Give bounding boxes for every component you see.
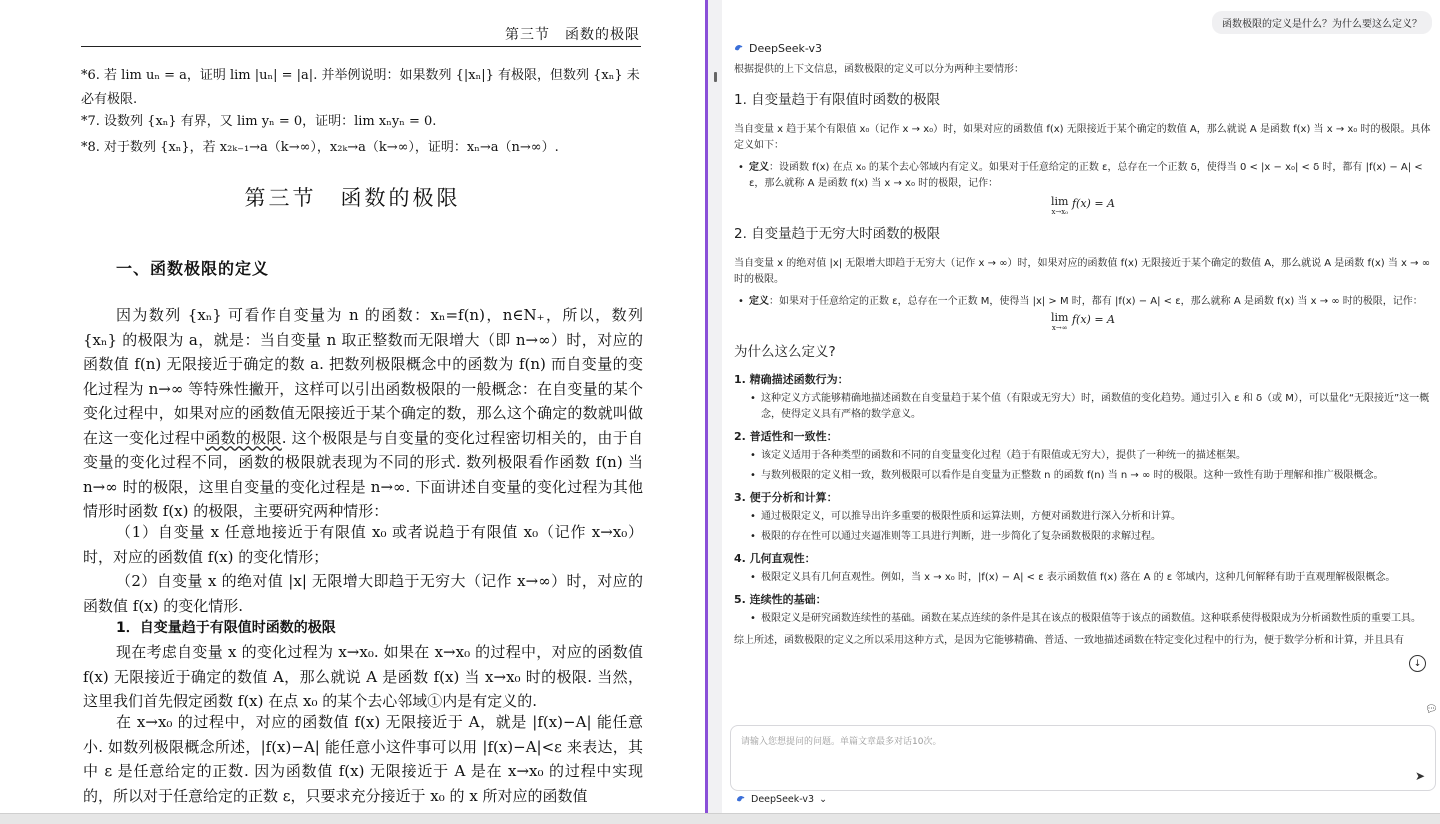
document-viewer[interactable] (0, 0, 705, 813)
reason-title: 1. 精确描述函数行为： (734, 373, 849, 386)
send-button[interactable]: ➤ (1414, 769, 1425, 783)
formula-2 (734, 312, 1432, 332)
formula-subscript: x→x₀ (1051, 208, 1069, 216)
chat-panel (722, 0, 1440, 813)
answer-heading-2: 2. 自变量趋于无穷大时函数的极限 (734, 226, 941, 242)
answer-conclusion: 综上所述，函数极限的定义之所以采用这种方式，是因为它能够精确、普适、一致地描述函数在特定变化过程中的行为，便于数学分析和计算，并且具有 (734, 635, 1404, 646)
reason-point: • 极限定义具有几何直观性。例如，当 x → x₀ 时，|f(x) − A| < ε 表示函数值 f(x) 落在 A 的 ε 邻域内，这种几何解释有助于直观理解极限概念。 (746, 570, 1432, 586)
definition-label: 定义 (749, 162, 769, 173)
reason-point: • 极限的存在性可以通过夹逼准则等工具进行判断，进一步简化了复杂函数极限的求解过程。 (746, 529, 1432, 545)
deepseek-logo-icon (736, 795, 746, 805)
formula-lim: lim (1051, 195, 1069, 208)
question-input[interactable] (739, 732, 1403, 776)
exercise-label: *8. (81, 140, 100, 155)
exercise-8 (81, 136, 641, 160)
comment-icon[interactable]: 💬︎ (1425, 704, 1438, 715)
reason-list (734, 372, 1432, 627)
scrollbar-track[interactable] (708, 0, 722, 813)
case-1: （1）自变量 x 任意地接近于有限值 x₀ 或者说趋于有限值 x₀（记作 x→x₀）时，对应的函数值 f(x) 的变化情形； (83, 523, 643, 566)
scroll-to-bottom-button[interactable] (1409, 655, 1426, 672)
paragraph-text-tail: . 这个极限是与自变量的变化过程密切相关的，由于自变量的变化过程不同，函数的极限就表现为不同的形式. 数列极限看作函数 f(n) 当 n→∞ 时的极限，这里自变量的变化过程是 n→∞. 下面讲述自变量的变化过程为其他情形时函数 f(x) 的极限，主要研究两种情形： (83, 428, 643, 520)
definition-text: ：如果对于任意给定的正数 ε，总存在一个正数 M，使得当 |x| > M 时，都有 |f(x) − A| < ε，那么就称 A 是函数 f(x) 当 x → ∞ 时的极限，记作： (769, 296, 1423, 307)
exercise-text: 设数列 {xₙ} 有界，又 lim yₙ = 0，证明：lim xₙyₙ = 0. (104, 114, 437, 129)
model-header (734, 42, 822, 55)
paragraph-text: 因为数列 {xₙ} 可看作自变量为 n 的函数：xₙ=f(n)，n∈N₊，所以，数列 {xₙ} 的极限为 a，就是：当自变量 n 取正整数而无限增大（即 n→∞）时，对应的函数值 f(n) 无限接近于确定的数 a. 把数列极限概念中的函数为 f(n) 而自变量的变化过程为 n→∞ 等特殊性撇开，这样可以引出函数极限的一般概念：在自变量的某个变化过程中，如果对应的函数值无限接近于某个确定的数，那么这个确定的数就叫做在这一变化过程中 (83, 306, 643, 447)
reason-point: • 该定义适用于各种类型的函数和不同的自变量变化过程（趋于有限值或无穷大），提供了一种统一的描述框架。 (746, 448, 1432, 464)
paragraph-finite-limit: 现在考虑自变量 x 的变化过程为 x→x₀. 如果在 x→x₀ 的过程中，对应的函数值 f(x) 无限接近于确定的数值 A，那么就说 A 是函数 f(x) 当 x→x₀ 时的极限. 当然，这里我们首先假定函数 f(x) 在点 x₀ 的某个去心邻域①内是有定义的. (83, 643, 643, 710)
assistant-message (734, 62, 1432, 649)
paragraph-epsilon: 在 x→x₀ 的过程中，对应的函数值 f(x) 无限接近于 A，就是 |f(x)−A| 能任意小. 如数列极限概念所述，|f(x)−A| 能任意小这件事可以用 |f(x)−A|<ε 来表达，其中 ε 是任意给定的正数. 因为函数值 f(x) 无限接近于 A 是在 x→x₀ 的过程中实现的，所以对于任意给定的正数 ε，只要求充分接近于 x₀ 的 x 所对应的函数值 (83, 713, 643, 805)
reason-title: 5. 连续性的基础： (734, 593, 827, 606)
reason-title: 4. 几何直观性： (734, 552, 816, 565)
reason-title: 2. 普适性和一致性： (734, 430, 838, 443)
exercise-6 (81, 64, 641, 112)
exercise-text-cont: 必有极限. (81, 92, 138, 107)
chevron-down-icon: ⌄ (819, 794, 828, 805)
reason-point: • 与数列极限的定义相一致，数列极限可以看作是自变量为正整数 n 的函数 f(n) 当 n → ∞ 时的极限。这种一致性有助于理解和推广极限概念。 (746, 468, 1432, 484)
running-head: 第三节 函数的极限 (505, 27, 640, 43)
reason-point: • 极限定义是研究函数连续性的基础。函数在某点连续的条件是其在该点的极限值等于该点的函数值。这种联系使得极限成为分析函数性质的重要工具。 (746, 611, 1432, 627)
subsubsection-title: 1．自变量趋于有限值时函数的极限 (116, 620, 336, 636)
formula-lim: lim (1051, 311, 1069, 324)
definition-text: ：设函数 f(x) 在点 x₀ 的某个去心邻域内有定义。如果对于任意给定的正数 ε，总存在一个正数 δ，使得当 0 < |x − x₀| < δ 时，都有 |f(x) − A| < ε，那么就称 A 是函数 f(x) 当 x → x₀ 时的极限，记作： (749, 162, 1423, 189)
user-question-bubble: 函数极限的定义是什么？为什么要这么定义？ (1212, 11, 1432, 34)
exercise-label: *7. (81, 114, 100, 129)
header-rule (81, 46, 641, 47)
subsection-title: 一、函数极限的定义 (116, 259, 270, 278)
case-2: （2）自变量 x 的绝对值 |x| 无限增大即趋于无穷大（记作 x→∞）时，对应的函数值 f(x) 的变化情形. (83, 572, 643, 615)
model-selector-label: DeepSeek-v3 (751, 794, 815, 805)
definition-1 (734, 160, 1432, 192)
reason-point: • 通过极限定义，可以推导出许多重要的极限性质和运算法则，方便对函数进行深入分析和计算。 (746, 509, 1432, 525)
answer-heading-1: 1. 自变量趋于有限值时函数的极限 (734, 92, 941, 108)
reason-point: • 这种定义方式能够精确地描述函数在自变量趋于某个值（有限或无穷大）时，函数值的变化趋势。通过引入 ε 和 δ（或 M），可以量化“无限接近”这一概念，使得定义具有严格的数学意义。 (746, 391, 1432, 423)
formula-1 (734, 196, 1432, 216)
exercise-7 (81, 110, 641, 134)
formula-rhs: f(x) = A (1071, 197, 1115, 210)
exercise-text: 若 lim uₙ = a，证明 lim |uₙ| = |a|. 并举例说明：如果数列 {|xₙ|} 有极限，但数列 {xₙ} 未 (104, 68, 640, 83)
term-function-limit: 函数的极限 (205, 428, 282, 447)
scrollbar-thumb[interactable] (714, 72, 717, 82)
answer-h2-paragraph: 当自变量 x 的绝对值 |x| 无限增大即趋于无穷大（记作 x → ∞）时，如果对应的函数值 f(x) 无限接近于某个确定的数值 A，那么就说 A 是函数 f(x) 当 x → ∞ 时的极限。 (734, 258, 1431, 285)
model-name: DeepSeek-v3 (749, 42, 823, 55)
arrow-down-icon: ↓ (1413, 658, 1422, 669)
paragraph-definition-intro (83, 303, 643, 524)
formula-subscript: x→∞ (1051, 324, 1068, 332)
exercise-label: *6. (81, 68, 100, 83)
definition-2 (734, 294, 1432, 310)
definition-label: 定义 (749, 296, 769, 307)
answer-intro: 根据提供的上下文信息，函数极限的定义可以分为两种主要情形： (734, 64, 1024, 75)
reason-title: 3. 便于分析和计算： (734, 491, 838, 504)
deepseek-logo-icon (734, 44, 744, 54)
section-title: 第三节 函数的极限 (244, 186, 461, 210)
exercise-text: 对于数列 {xₙ}，若 x₂ₖ₋₁→a（k→∞），x₂ₖ→a（k→∞），证明：xₙ→a（n→∞）. (104, 140, 559, 155)
formula-rhs: f(x) = A (1071, 313, 1115, 326)
model-selector[interactable] (736, 794, 827, 805)
question-input-box[interactable] (730, 725, 1436, 791)
answer-heading-3: 为什么这么定义? (734, 344, 836, 360)
answer-h1-paragraph: 当自变量 x 趋于某个有限值 x₀（记作 x → x₀）时，如果对应的函数值 f(x) 无限接近于某个确定的数值 A，那么就说 A 是函数 f(x) 当 x → x₀ 时的极限。具体定义如下： (734, 124, 1431, 151)
bottom-status-bar (0, 813, 1440, 824)
